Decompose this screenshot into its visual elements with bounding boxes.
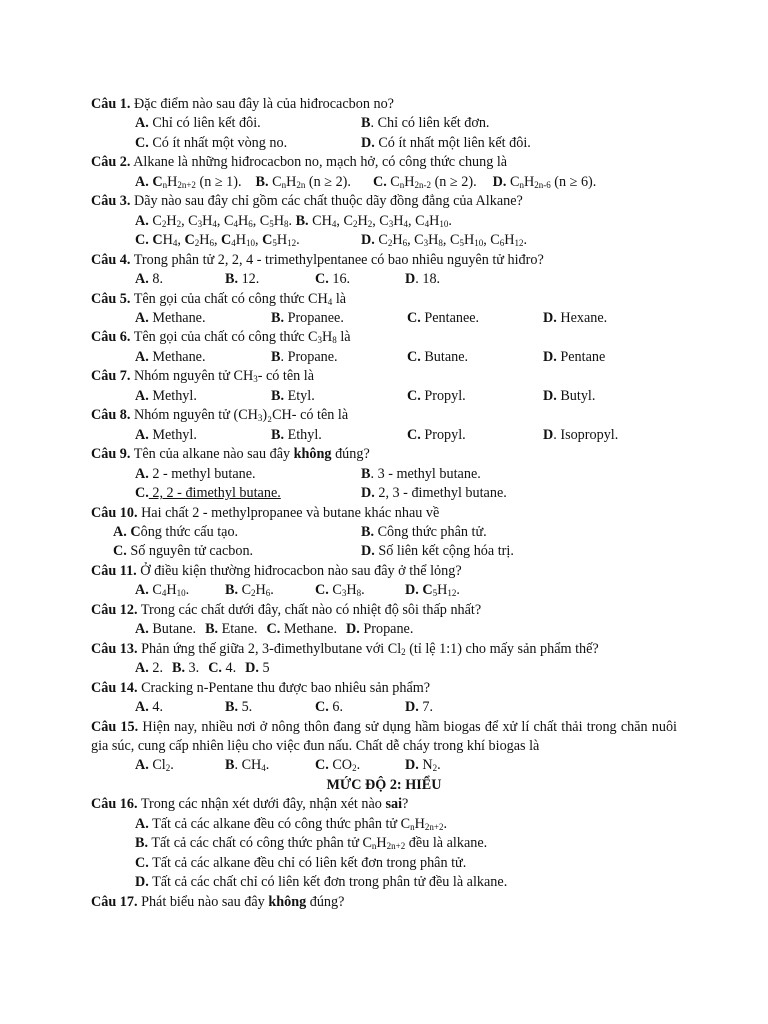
options-row — [91, 756, 677, 775]
question-7: Câu 7. Nhóm nguyên tử $CH_3-$ có tên là — [91, 368, 315, 385]
options-row — [91, 542, 677, 561]
option-d[interactable]: D. Butyl. — [543, 387, 596, 404]
option-a[interactable]: A. Methane. — [135, 309, 206, 326]
question-1: Câu 1. Đặc điểm nào sau đây là của hiđrocacbon no? — [91, 96, 394, 112]
option-d[interactable]: D. Số liên kết cộng hóa trị. — [361, 543, 514, 560]
option-c[interactable]: C. Tất cả các alkane đều chỉ có liên kết đơn trong phân tử. — [135, 854, 467, 871]
option-b[interactable]: B. Công thức phân tử. — [361, 523, 487, 540]
option-c[interactable]: C. 6. — [315, 699, 343, 716]
options-row — [91, 484, 677, 503]
option-d[interactable]: D. 2, 3 - đimethyl butane. — [361, 485, 507, 502]
option-b[interactable]: B. Etyl. — [271, 387, 315, 404]
option-a[interactable]: A. $C_4H_{10}$. — [135, 582, 190, 599]
options-row — [91, 309, 677, 328]
question-6: Câu 6. Tên gọi của chất có công thức $C_3H_8$ là — [91, 329, 351, 346]
options-row — [91, 114, 677, 133]
option-c[interactable]: C. 2, 2 - đimethyl butane. — [135, 485, 281, 502]
option-b[interactable]: B. Chỉ có liên kết đơn. — [361, 115, 490, 132]
option-b[interactable]: B. 3. — [171, 660, 200, 677]
option-d[interactable]: D. Hexane. — [543, 309, 608, 326]
question-5: Câu 5. Tên gọi của chất có công thức $CH_4$ là — [91, 290, 347, 307]
option-d[interactable]: D. Isopropyl. — [543, 426, 619, 443]
option-b[interactable]: B. Propane. — [271, 348, 338, 365]
question-9: Câu 9. Tên của alkane nào sau đây không đúng? — [91, 446, 370, 463]
option-b[interactable]: B. Propanee. — [271, 309, 344, 326]
option-d[interactable]: D. Propane. — [346, 621, 414, 638]
option-c[interactable]: C. Pentanee. — [407, 309, 480, 326]
option-d[interactable]: D. $C_5H_{12}$. — [405, 582, 460, 599]
option-b[interactable]: B. Ethyl. — [271, 426, 322, 443]
question-14: Câu 14. Cracking n-Pentane thu được bao nhiêu sản phẩm? — [91, 679, 431, 696]
option-d[interactable]: D. $C_2H_6$, $C_3H_8$, $C_5H_{10}$, $C_6H_{12}$. — [361, 232, 528, 249]
options-row — [91, 231, 677, 250]
options-row — [91, 620, 677, 639]
option-c[interactable]: C. Butane. — [407, 348, 469, 365]
option-a[interactable]: A. $C_nH_{2n+2}$ (n ≥ 1). — [135, 173, 242, 190]
options-row — [91, 348, 677, 367]
option-a[interactable]: A. Chỉ có liên kết đôi. — [135, 115, 261, 132]
option-a[interactable]: A. Methane. — [135, 348, 206, 365]
section-title: MỨC ĐỘ 2: HIỂU — [326, 776, 442, 793]
option-a[interactable]: A. Methyl. — [135, 426, 197, 443]
option-d[interactable]: D. Tất cả các chất chỉ có liên kết đơn trong phân tử đều là alkane. — [135, 874, 508, 891]
option-d[interactable]: D. 7. — [405, 699, 433, 716]
option-c[interactable]: C. Số nguyên tử cacbon. — [113, 543, 254, 560]
option-c[interactable]: C. $CO_2$. — [315, 757, 361, 774]
option-a[interactable]: A. 4. — [135, 699, 163, 716]
option-a[interactable]: A. Methyl. — [135, 387, 197, 404]
options-row — [91, 212, 677, 231]
option-b[interactable]: B. $C_2H_6$. — [225, 582, 274, 599]
question-16: Câu 16. Trong các nhận xét dưới đây, nhận xét nào sai? — [91, 796, 409, 813]
option-d[interactable]: D. Pentane — [543, 348, 606, 365]
option-c[interactable]: C. Propyl. — [407, 426, 466, 443]
option-a[interactable]: A. $C_2H_2$, $C_3H_4$, $C_4H_6$, $C_5H_8$. — [135, 212, 296, 229]
options-row — [91, 523, 677, 542]
question-3: Câu 3. Dãy nào sau đây chỉ gồm các chất thuộc dãy đồng đẳng của Alkane? — [91, 193, 523, 210]
option-b[interactable]: B. $CH_4$, $C_2H_2$, $C_3H_4$, $C_4H_{10}$. — [295, 212, 452, 229]
question-15: Câu 15. Hiện nay, nhiều nơi ở nông thôn đang sử dụng hầm biogas để xử lí chất thải trong chăn nuôi gia súc, cung cấp nhiên liệu cho việc đun nấu. Chất dễ cháy trong khí biogas là — [91, 718, 677, 754]
options-row — [91, 659, 677, 678]
options-row — [91, 134, 677, 153]
option-d[interactable]: D. $N_2$. — [405, 757, 441, 774]
question-4: Câu 4. Trong phân tử 2, 2, 4 - trimethylpentanee có bao nhiêu nguyên tử hiđro? — [91, 251, 544, 268]
option-c[interactable]: C. Methane. — [266, 621, 338, 638]
question-2: Câu 2. Alkane là những hiđrocacbon no, mạch hở, có công thức chung là — [91, 154, 508, 171]
options-row — [91, 426, 677, 445]
option-b[interactable]: B. 3 - methyl butane. — [361, 465, 481, 482]
question-10: Câu 10. Hai chất 2 - methylpropanee và butane khác nhau về — [91, 504, 440, 521]
options-row — [91, 465, 677, 484]
option-d[interactable]: D. $C_nH_{2n-6}$ (n ≥ 6). — [492, 173, 597, 190]
option-a[interactable]: A. 2. — [135, 660, 163, 677]
option-c[interactable]: C. Có ít nhất một vòng no. — [135, 134, 288, 151]
option-a[interactable]: A. $Cl_2$. — [135, 757, 174, 774]
options-row — [91, 581, 677, 600]
option-a[interactable]: A. 2 - methyl butane. — [135, 465, 256, 482]
worksheet — [91, 95, 677, 912]
question-8: Câu 8. Nhóm nguyên tử $(CH_3)_2CH-$ có tên là — [91, 407, 349, 424]
option-c[interactable]: C. $C_nH_{2n-2}$ (n ≥ 2). — [372, 173, 477, 190]
option-c[interactable]: C. 4. — [208, 660, 237, 677]
options-row — [91, 270, 677, 289]
option-c[interactable]: C. Propyl. — [407, 387, 466, 404]
options-row — [91, 173, 677, 192]
option-a[interactable]: A. 8. — [135, 271, 163, 288]
option-d[interactable]: D. Có ít nhất một liên kết đôi. — [361, 134, 531, 151]
option-c[interactable]: C. $CH_4$, $C_2H_6$, $C_4H_{10}$, $C_5H_{12}$. — [135, 232, 300, 249]
option-b[interactable]: B. $C_nH_{2n}$ (n ≥ 2). — [255, 173, 351, 190]
option-a[interactable]: A. Butane. — [135, 621, 197, 638]
question-17: Câu 17. Phát biểu nào sau đây không đúng? — [91, 893, 345, 910]
question-11: Câu 11. Ở điều kiện thường hiđrocacbon nào sau đây ở thể lỏng? — [91, 562, 462, 579]
question-12: Câu 12. Trong các chất dưới đây, chất nào có nhiệt độ sôi thấp nhất? — [91, 601, 482, 618]
question-13: Câu 13. Phản ứng thế giữa 2, 3-đimethylbutane với $Cl_2$ (tỉ lệ 1:1) cho mấy sản phẩm thế? — [91, 640, 599, 657]
options-row — [91, 698, 677, 717]
option-b[interactable]: B. Etane. — [205, 621, 258, 638]
option-c[interactable]: C. 16. — [315, 271, 351, 288]
option-a[interactable]: A. Công thức cấu tạo. — [113, 523, 239, 540]
option-d[interactable]: D. 18. — [405, 271, 441, 288]
options-row — [91, 387, 677, 406]
option-c[interactable]: C. $C_3H_8$. — [315, 582, 365, 599]
option-b[interactable]: B. Tất cả các chất có công thức phân tử $C_nH_{2n+2}$ đều là alkane. — [135, 835, 488, 852]
option-d[interactable]: D. 5 — [245, 660, 270, 677]
option-b[interactable]: B. $CH_4$. — [225, 757, 270, 774]
option-a[interactable]: A. Tất cả các alkane đều có công thức phân tử $C_nH_{2n+2}$. — [135, 815, 447, 832]
option-b[interactable]: B. 5. — [225, 699, 253, 716]
option-b[interactable]: B. 12. — [225, 271, 260, 288]
